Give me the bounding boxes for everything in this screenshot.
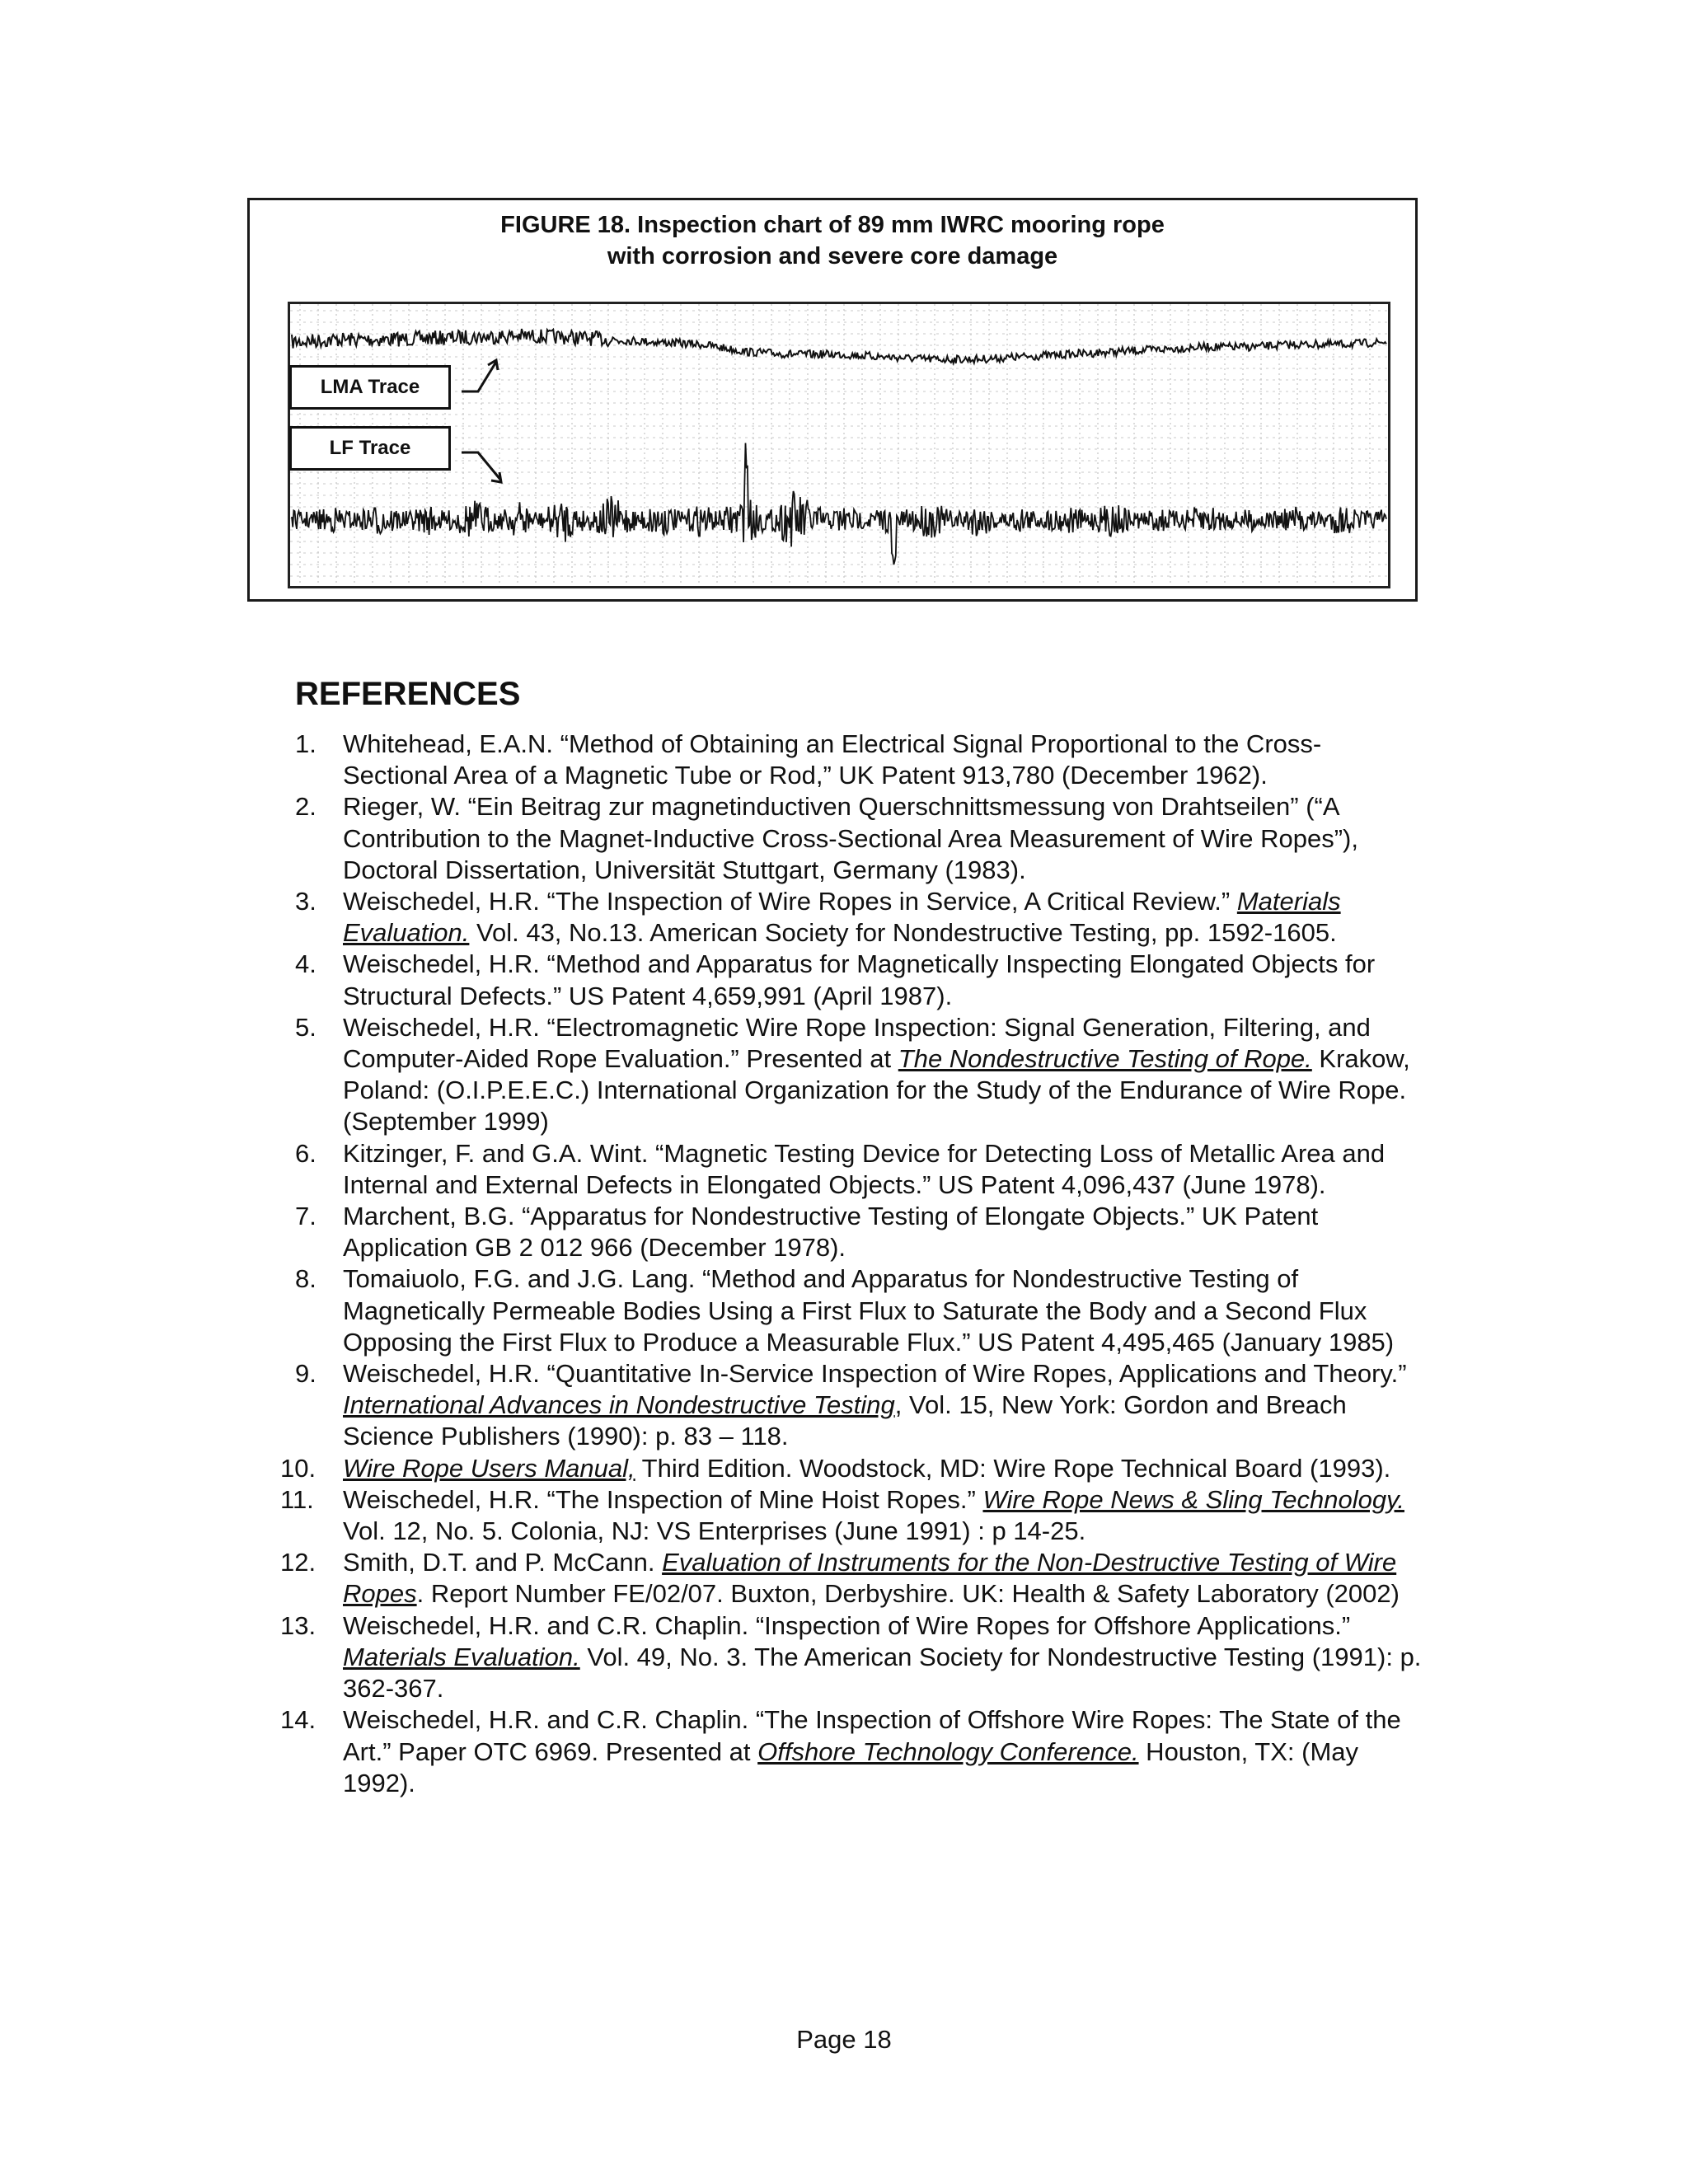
reference-number: 5.: [295, 1012, 316, 1042]
reference-item: [295, 1358, 1426, 1453]
reference-number: 8.: [295, 1264, 316, 1294]
reference-text: Vol. 43, No.13. American Society for Nondestructive Testing, pp. 1592-1605.: [469, 918, 1337, 948]
reference-source-title: Wire Rope Users Manual,: [343, 1453, 635, 1483]
reference-item: [295, 791, 1426, 886]
reference-number: 14.: [280, 1705, 316, 1735]
reference-source-title: International Advances in Nondestructive Testing: [343, 1390, 895, 1420]
reference-source-title: Offshore Technology Conference.: [757, 1736, 1139, 1766]
reference-item: [280, 1484, 1426, 1547]
reference-item: [280, 1547, 1426, 1610]
reference-number: 6.: [295, 1138, 316, 1168]
reference-number: 4.: [295, 949, 316, 979]
reference-item: [280, 1453, 1426, 1484]
references-heading: REFERENCES: [295, 676, 521, 712]
reference-text: Tomaiuolo, F.G. and J.G. Lang. “Method and Apparatus for Nondestructive Testing of Magnetically Permeable Bodies Using a First Flux to Saturate the Body and a Second Flux Opposing the First Flux to Produce a Measurable Flux.” US Patent 4,495,465 (January 1985): [343, 1264, 1395, 1357]
reference-text: Vol. 12, No. 5. Colonia, NJ: VS Enterprises (June 1991) : p 14-25.: [343, 1516, 1086, 1546]
reference-number: 9.: [295, 1359, 316, 1389]
reference-text: Marchent, B.G. “Apparatus for Nondestructive Testing of Elongate Objects.” UK Patent Application GB 2 012 966 (December 1978).: [343, 1202, 1319, 1263]
reference-source-title: Materials Evaluation.: [343, 887, 1341, 948]
lf-trace-label: LF Trace: [289, 426, 451, 471]
reference-number: 2.: [295, 792, 316, 822]
reference-text: Smith, D.T. and P. McCann.: [343, 1548, 663, 1577]
reference-item: [295, 949, 1426, 1011]
reference-text: Weischedel, H.R. “Quantitative In-Service Inspection of Wire Ropes, Applications and Theory.”: [343, 1359, 1407, 1389]
reference-text: Third Edition. Woodstock, MD: Wire Rope Technical Board (1993).: [635, 1453, 1391, 1483]
lma-trace-label: LMA Trace: [289, 365, 451, 410]
reference-text: Weischedel, H.R. “The Inspection of Mine Hoist Ropes.”: [343, 1484, 983, 1514]
reference-source-title: The Nondestructive Testing of Rope.: [898, 1044, 1312, 1074]
reference-item: [280, 1610, 1426, 1705]
reference-number: 12.: [280, 1548, 316, 1577]
reference-text: Weischedel, H.R. “The Inspection of Wire Ropes in Service, A Critical Review.”: [343, 887, 1237, 916]
references-list: [280, 729, 1426, 1799]
inspection-chart-svg: [290, 304, 1388, 586]
reference-text: Rieger, W. “Ein Beitrag zur magnetinductiven Querschnittsmessung von Drahtseilen” (“A Contribution to the Magnet-Inductive Cross-Sectional Area Measurement of Wire Ropes”), Doctoral Dissertation, Universität Stuttgart, Germany (1983).: [343, 792, 1358, 884]
reference-item: [295, 1138, 1426, 1201]
reference-item: [295, 1012, 1426, 1138]
reference-text: Krakow, Poland: (O.I.P.E.E.C.) International Organization for the Study of the Endurance of Wire Rope. (September 1999): [343, 1044, 1410, 1137]
reference-text: . Report Number FE/02/07. Buxton, Derbyshire. UK: Health & Safety Laboratory (2002): [416, 1579, 1400, 1609]
reference-source-title: Materials Evaluation.: [343, 1642, 580, 1671]
reference-item: [280, 1704, 1426, 1799]
reference-number: 10.: [280, 1453, 316, 1483]
reference-number: 3.: [295, 887, 316, 916]
reference-number: 1.: [295, 729, 316, 758]
page-number: Page 18: [796, 2025, 892, 2054]
reference-number: 13.: [280, 1610, 316, 1640]
lf-arrow-icon: [460, 448, 509, 489]
figure-caption: [250, 209, 1415, 272]
reference-source-title: Evaluation of Instruments for the Non-Destructive Testing of Wire Ropes: [343, 1548, 1397, 1609]
reference-text: Weischedel, H.R. and C.R. Chaplin. “Inspection of Wire Ropes for Offshore Applications.”: [343, 1610, 1351, 1640]
reference-source-title: Wire Rope News & Sling Technology.: [982, 1484, 1404, 1514]
lf-trace-line: [292, 443, 1386, 565]
inspection-chart: [288, 302, 1390, 588]
reference-item: [295, 729, 1426, 791]
reference-item: [295, 1263, 1426, 1358]
figure-caption-line-2: with corrosion and severe core damage: [607, 243, 1058, 269]
reference-text: Houston, TX: (May 1992).: [343, 1736, 1359, 1797]
reference-text: Vol. 49, No. 3. The American Society for Nondestructive Testing (1991): p. 362-367.: [343, 1642, 1422, 1704]
reference-number: 11.: [280, 1484, 314, 1514]
reference-item: [295, 886, 1426, 949]
reference-text: Weischedel, H.R. “Method and Apparatus for Magnetically Inspecting Elongated Objects for Structural Defects.” US Patent 4,659,991 (April 1987).: [343, 949, 1376, 1010]
reference-text: Weischedel, H.R. and C.R. Chaplin. “The Inspection of Offshore Wire Ropes: The State of the Art.” Paper OTC 6969. Presented at: [343, 1705, 1401, 1766]
reference-text: Weischedel, H.R. “Electromagnetic Wire Rope Inspection: Signal Generation, Filtering, and Computer-Aided Rope Evaluation.” Presented at: [343, 1012, 1371, 1074]
reference-text: Whitehead, E.A.N. “Method of Obtaining an Electrical Signal Proportional to the Cross-Sectional Area of a Magnetic Tube or Rod,” UK Patent 913,780 (December 1962).: [343, 729, 1322, 790]
figure-caption-line-1: FIGURE 18. Inspection chart of 89 mm IWRC mooring rope: [500, 212, 1165, 238]
figure-box: [247, 198, 1418, 602]
reference-text: Kitzinger, F. and G.A. Wint. “Magnetic Testing Device for Detecting Loss of Metallic Area and Internal and External Defects in Elongated Objects.” US Patent 4,096,437 (June 1978).: [343, 1138, 1386, 1199]
reference-text: , Vol. 15, New York: Gordon and Breach Science Publishers (1990): p. 83 – 118.: [343, 1390, 1347, 1451]
lma-arrow-icon: [460, 355, 509, 396]
reference-number: 7.: [295, 1202, 316, 1231]
reference-item: [295, 1201, 1426, 1263]
